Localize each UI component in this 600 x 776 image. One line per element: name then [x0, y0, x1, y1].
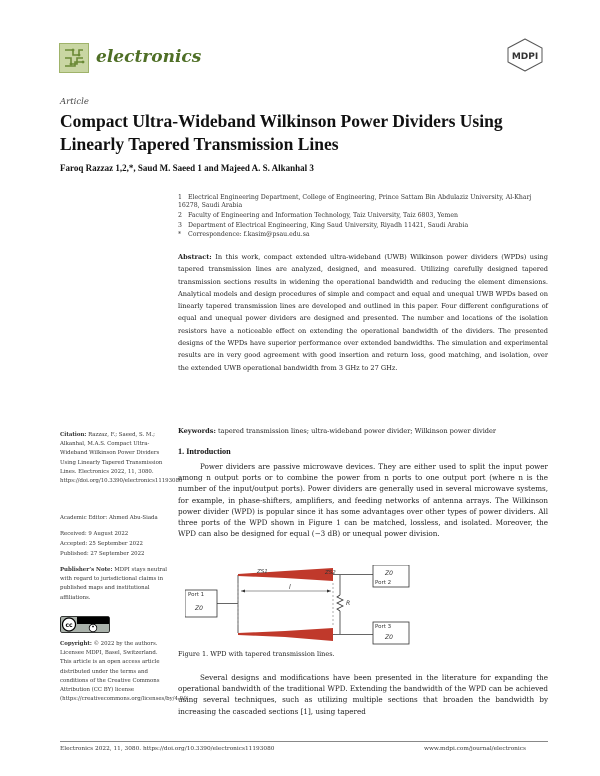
affiliation-3: 3 Department of Electrical Engineering, King Saud University, Riyadh 11421, Saudi Arabia — [178, 222, 469, 229]
correspondence: * Correspondence: f.kasim@psau.edu.sa — [178, 231, 310, 238]
affiliation-2: 2 Faculty of Engineering and Information Technology, Taiz University, Taiz 6803, Yemen — [178, 212, 458, 219]
svg-text:cc: cc — [65, 622, 73, 629]
received-date: Received: 9 August 2022 — [60, 531, 129, 537]
zs1-label: ZS1 — [257, 569, 268, 575]
keywords-text: tapered transmission lines; ultra-wideband power divider; Wilkinson power divider — [218, 427, 497, 435]
accepted-date: Accepted: 25 September 2022 — [60, 541, 143, 547]
port-3-label: Port 3 — [375, 624, 392, 630]
lower-tapered-line — [238, 628, 333, 641]
footer-divider — [60, 741, 548, 742]
upper-tapered-line — [238, 568, 333, 581]
resistor-label: R — [346, 600, 351, 607]
figure-1-caption: Figure 1. WPD with tapered transmission lines. — [178, 650, 335, 658]
section-heading-introduction: 1. Introduction — [178, 447, 231, 456]
length-label: l — [289, 584, 291, 591]
academic-editor: Academic Editor: Ahmed Abu-Siada — [60, 515, 158, 521]
port-2-impedance: Z0 — [385, 570, 393, 577]
zs2-label: ZS2 — [325, 570, 336, 576]
affiliation-1: 1 Electrical Engineering Department, College of Engineering, Prince Sattam Bin Abdulaziz University, Al-Kharj 16278, Saudi Arabia — [178, 194, 532, 210]
port-1-label: Port 1 — [188, 592, 205, 598]
keywords — [178, 427, 548, 435]
copyright-notice: Copyright: © 2022 by the authors. Licensee MDPI, Basel, Switzerland. This article is an open access article distributed under the terms and conditions of the Creative Commons Attribution (CC BY) license (https://creativecommons.org/licenses/by/4.0/). — [60, 641, 189, 703]
article-type: Article — [60, 97, 89, 107]
mdpi-logo-text: MDPI — [511, 52, 539, 62]
keywords-label: Keywords: — [178, 427, 216, 435]
journal-logo-icon — [60, 44, 88, 72]
publisher-note: Publisher’s Note: MDPI stays neutral with regard to jurisdictional claims in published maps and institutional affiliations. — [60, 567, 168, 601]
port-2-label: Port 2 — [375, 580, 392, 586]
port-3-impedance: Z0 — [385, 634, 393, 641]
mdpi-logo — [506, 38, 544, 72]
abstract-label: Abstract: — [178, 253, 212, 261]
published-date: Published: 27 September 2022 — [60, 551, 145, 557]
port-1-impedance: Z0 — [195, 605, 203, 612]
citation-block: Citation: Razzaz, F.; Saeed, S. M.; Alkanhal, M.A.S. Compact Ultra-Wideband Wilkinson Power Dividers Using Linearly Tapered Transmission Lines. Electronics 2022, 11, 3080. https://doi.org/10.3390/electronics11193080 — [60, 432, 183, 485]
isolation-resistor — [337, 595, 343, 611]
journal-logo — [59, 43, 89, 73]
footer-journal-url[interactable]: www.mdpi.com/journal/electronics — [424, 746, 526, 752]
figure-1-wpd-diagram — [185, 565, 545, 645]
abstract-text: In this work, compact extended ultra-wideband (UWB) Wilkinson power dividers (WPDs) using tapered transmission lines are analyzed, designed, and measured. Utilizing carefully designed tapered transmission sections results in widening the operational bandwidth and reducing the element dimensions. Analytical models and design procedures of simple and compact and equal and unequal UWB WPDs based on linearly tapered transmission lines are developed and outlined in this paper. Four different configurations of equal and unequal power dividers are designed and presented. The number and locations of the isolation resistors have a noticeable effect on extending the operational bandwidth of the dividers. The presented designs of the WPDs have superior performance over extended bandwidths. The simulation and experimental results are in very good agreement with good insertion and return loss, good matching, and isolation, over the extended UWB operational bandwidth from 3 GHz to 27 GHz. — [178, 253, 548, 372]
footer-citation[interactable]: Electronics 2022, 11, 3080. https://doi.org/10.3390/electronics11193080 — [60, 746, 275, 752]
author-list: Faroq Razzaz 1,2,*, Saud M. Saeed 1 and Majeed A. S. Alkanhal 3 — [60, 163, 314, 173]
intro-paragraph-2: Several designs and modifications have been presented in the literature for expanding the operational bandwidth of the traditional WPD. Extending the bandwidth of the WPD can be achieved using several techniques, such as utilizing multiple sections that broaden the bandwidth by increasing the cascaded sections [1], using tapered — [178, 673, 548, 716]
journal-name: electronics — [96, 47, 202, 67]
abstract — [178, 251, 548, 374]
cc-license-badge — [60, 616, 110, 633]
intro-paragraph-1: Power dividers are passive microwave devices. They are either used to split the input power among n output ports or to combine the power from n ports to one output port (where n is the number of the input/output ports). Power dividers are generally used in several microwave systems, for example, in phase-shifters, amplifiers, and feeding networks of antenna arrays. The Wilkinson power divider (WPD) is popular since it has some advantages over other types of power dividers. All three ports of the WPD shown in Figure 1 can be matched, lossless, and isolated. Moreover, the WPD can also be designed for equal (−3 dB) or unequal power division. — [178, 462, 548, 539]
article-title: Compact Ultra-Wideband Wilkinson Power Dividers Using Linearly Tapered Transmission Lines — [60, 111, 503, 154]
